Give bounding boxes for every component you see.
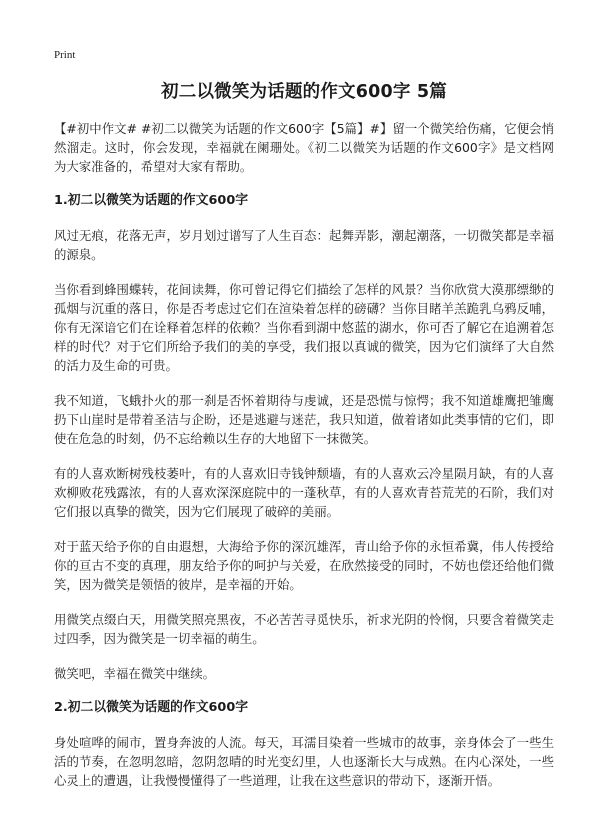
intro-paragraph: 【#初中作文# #初二以微笑为话题的作文600字【5篇】#】留一个微笑给伤痛，它便会悄然溜走。这时，你会发现，幸福就在阑珊处。《初二以微笑为话题的作文600字》是文档网为大家准备的，希望对大家有帮助。 (54, 121, 554, 174)
paragraph: 我不知道，飞蛾扑火的那一刹是否怀着期待与虔诚，还是恐慌与惊愕；我不知道雄鹰把雏鹰扔下山崖时是带着圣洁与企盼，还是逃避与迷茫，我只知道，做着诸如此类事情的它们，即使在危急的时刻，仍不忘给赖以生存的大地留下一抹微笑。 (54, 393, 554, 446)
paragraph: 微笑吧，幸福在微笑中继续。 (54, 666, 216, 681)
print-link[interactable]: Print (54, 49, 76, 61)
paragraph: 风过无痕，花落无声，岁月划过谱写了人生百态：起舞弄影，潮起潮落，一切微笑都是幸福的源泉。 (54, 228, 554, 262)
paragraph: 身处喧哗的闹市，置身奔波的人流。每天，耳濡目染着一些城市的故事，亲身体会了一些生活的节奏，在忽明忽暗，忽阴忽晴的时光变幻里，人也逐渐长大与成熟。在内心深处，一些心灵上的遭遇，让我慢慢懂得了一些道理，让我在这些意识的带动下，逐渐开悟。 (54, 735, 554, 788)
paragraph: 有的人喜欢断树残枝萎叶，有的人喜欢旧寺钱钟颓墙，有的人喜欢云冷星陨月缺，有的人喜欢柳败花残露浓，有的人喜欢深深庭院中的一蓬秋草，有的人喜欢青苔荒芜的石阶，我们对它们报以真挚的微笑，因为它们展现了破碎的美丽。 (54, 466, 554, 519)
paragraph: 对于蓝天给予你的自由遐想，大海给予你的深沉雄浑，青山给予你的永恒希冀，伟人传授给你的亘古不变的真理，朋友给予你的呵护与关爱，在欣然接受的同时，不妨也偿还给他们微笑，因为微笑是领悟的彼岸，是幸福的开始。 (54, 539, 554, 592)
paragraph: 用微笑点缀白天，用微笑照亮黑夜，不必苦苦寻觅快乐，祈求光阴的怜悯，只要含着微笑走过四季，因为微笑是一切幸福的萌生。 (54, 612, 554, 646)
paragraph: 当你看到蜂围蝶转，花间读舞，你可曾记得它们描绘了怎样的风景？当你欣赏大漠那缥缈的孤烟与沉重的落日，你是否考虑过它们在渲染着怎样的磅礴？当你目睹羊羔跪乳乌鸦反哺，你有无深谙它们在诠释着怎样的依赖？当你看到湖中悠蓝的湖水，你可否了解它在追溯着怎样的时代？对于它们所给予我们的美的享受，我们报以真诚的微笑，因为它们演绎了大自然的活力及生命的可贵。 (54, 282, 554, 373)
section-heading-1: 1.初二以微笑为话题的作文600字 (54, 193, 249, 208)
section-heading-2: 2.初二以微笑为话题的作文600字 (54, 700, 249, 715)
page-title: 初二以微笑为话题的作文600字 5篇 (161, 82, 447, 102)
